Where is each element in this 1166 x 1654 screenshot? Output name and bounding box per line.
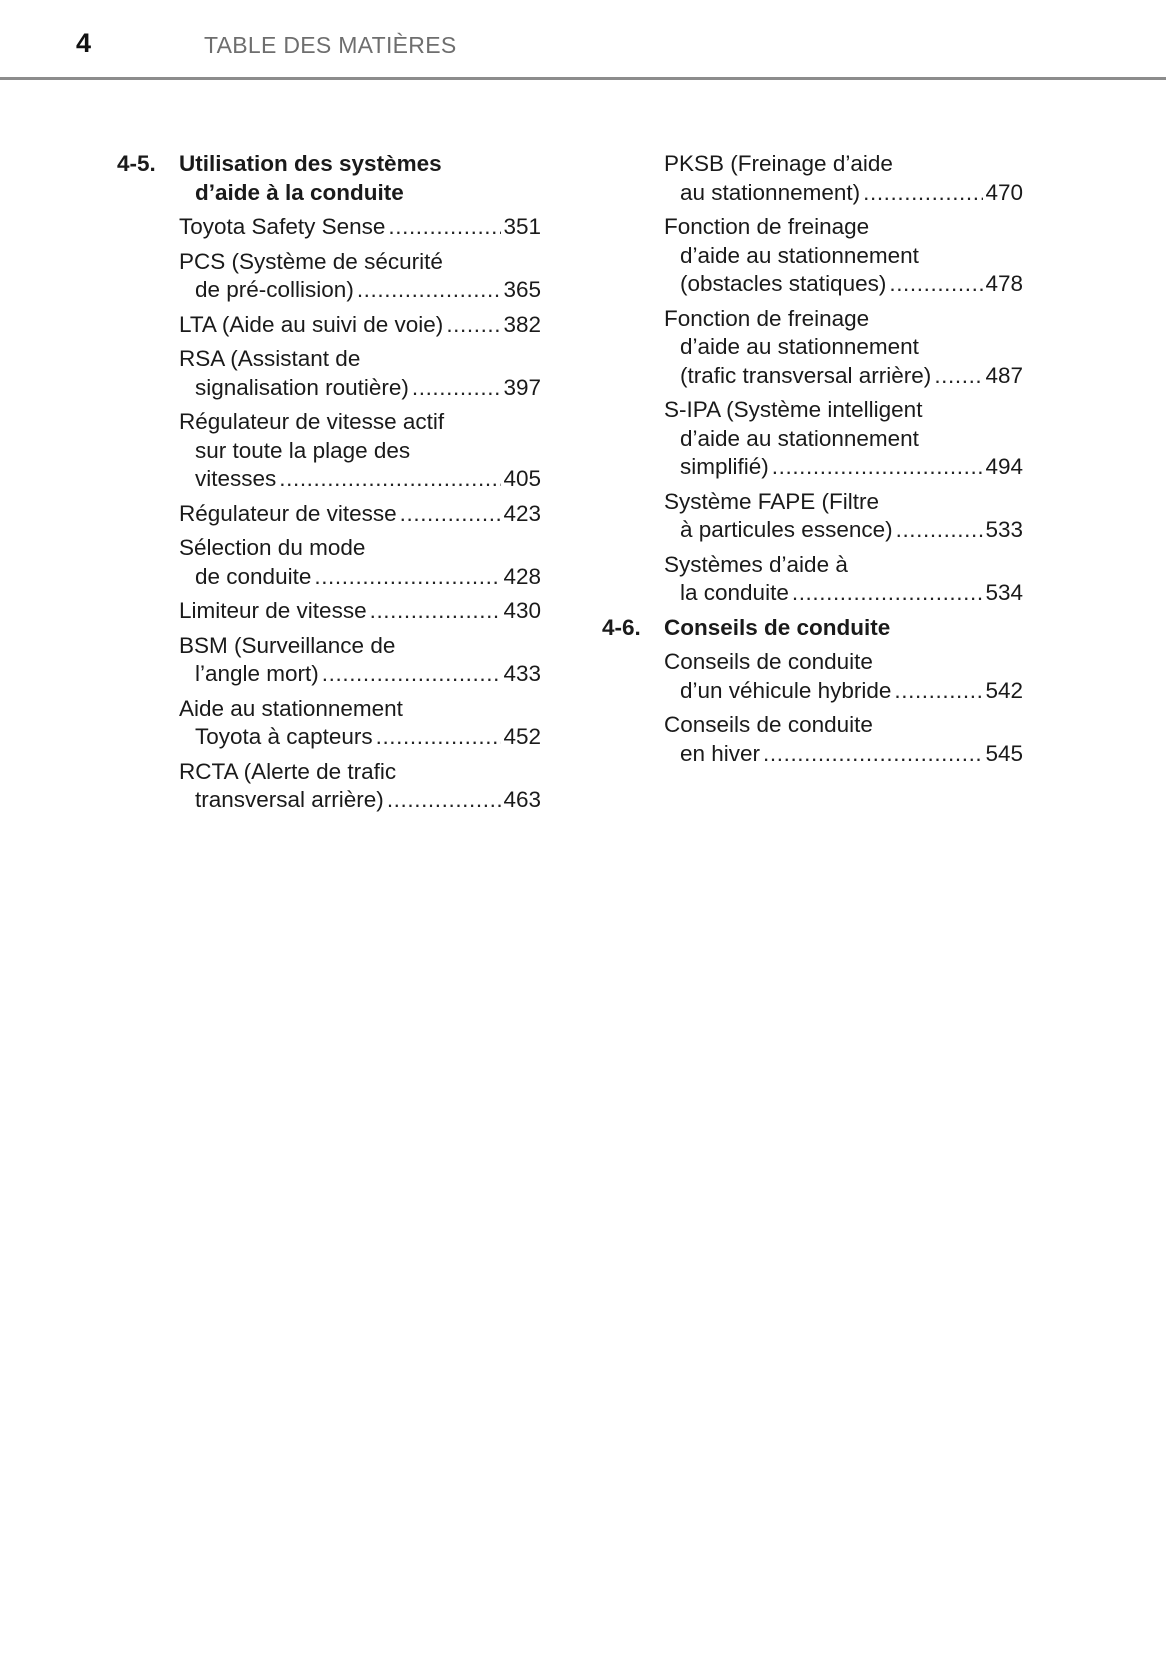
page-reference[interactable]: 430 xyxy=(503,598,541,623)
page-reference[interactable]: 397 xyxy=(503,374,541,400)
dot-leader xyxy=(763,740,983,769)
toc-entry-text: à particules essence) xyxy=(680,517,893,542)
toc-entry-last-line xyxy=(179,786,541,815)
toc-entry[interactable] xyxy=(664,488,1023,545)
section-heading-4-5 xyxy=(117,150,541,207)
toc-left-column xyxy=(117,150,541,821)
toc-entry[interactable] xyxy=(179,248,541,305)
toc-entry-last-line xyxy=(179,374,541,403)
toc-entry-last-line xyxy=(179,213,541,242)
toc-entry-last-line xyxy=(179,465,541,494)
toc-entry[interactable] xyxy=(179,597,541,626)
dot-leader xyxy=(370,597,502,626)
toc-entry-last-line xyxy=(664,362,1023,391)
toc-entry-last-line xyxy=(179,723,541,752)
dot-leader xyxy=(357,276,502,305)
page-reference[interactable]: 428 xyxy=(503,563,541,589)
toc-entry-text: Fonction de freinage xyxy=(664,214,870,239)
toc-entry-text: simplifié) xyxy=(680,454,769,479)
toc-entry[interactable] xyxy=(179,345,541,402)
toc-entry[interactable] xyxy=(179,311,541,340)
dot-leader xyxy=(863,179,983,208)
page-reference[interactable]: 494 xyxy=(985,454,1023,479)
toc-entry[interactable] xyxy=(664,396,1023,482)
toc-entry-text: RCTA (Alerte de trafic xyxy=(179,758,397,784)
toc-entry[interactable] xyxy=(179,500,541,529)
toc-entry-text: de pré-collision) xyxy=(195,277,354,302)
toc-entry-text: Régulateur de vitesse xyxy=(179,500,397,526)
section-heading-4-6 xyxy=(602,614,1023,643)
section-title xyxy=(664,614,1023,643)
toc-entry-text: Toyota Safety Sense xyxy=(179,214,386,239)
toc-entry-list xyxy=(602,150,1023,608)
toc-entry-text: sur toute la plage des xyxy=(195,437,411,463)
toc-entry[interactable] xyxy=(664,150,1023,207)
toc-entry[interactable] xyxy=(664,648,1023,705)
toc-entry-list xyxy=(602,648,1023,768)
running-title: TABLE DES MATIÈRES xyxy=(204,32,457,58)
toc-entry-last-line xyxy=(664,740,1023,769)
toc-entry-text: Aide au stationnement xyxy=(179,695,403,721)
toc-entry-text: Système FAPE (Filtre xyxy=(664,488,880,514)
section-number: 4-6. xyxy=(602,614,641,640)
toc-entry-last-line xyxy=(664,516,1023,545)
dot-leader xyxy=(772,453,984,482)
page-reference[interactable]: 487 xyxy=(985,362,1023,388)
page-reference[interactable]: 351 xyxy=(503,214,541,239)
toc-entry[interactable] xyxy=(179,408,541,494)
toc-entry-last-line xyxy=(664,677,1023,706)
page-reference[interactable]: 470 xyxy=(985,179,1023,205)
toc-entry-last-line xyxy=(179,311,541,340)
toc-entry-text: LTA (Aide au suivi de voie) xyxy=(179,311,444,337)
toc-entry-text: (trafic transversal arrière) xyxy=(680,362,932,388)
dot-leader xyxy=(446,311,501,340)
section-number: 4-5. xyxy=(117,151,156,176)
toc-entry-last-line xyxy=(664,453,1023,482)
toc-entry-last-line xyxy=(179,660,541,689)
page-reference[interactable]: 478 xyxy=(985,271,1023,296)
dot-leader xyxy=(400,500,502,529)
toc-entry-last-line xyxy=(179,563,541,592)
page-reference[interactable]: 365 xyxy=(503,277,541,302)
toc-entry-text: d’un véhicule hybride xyxy=(680,677,892,703)
toc-entry-last-line xyxy=(664,579,1023,608)
dot-leader xyxy=(412,374,502,403)
toc-entry-last-line xyxy=(664,179,1023,208)
toc-entry-last-line xyxy=(179,597,541,626)
toc-entry[interactable] xyxy=(664,213,1023,299)
toc-entry-list xyxy=(117,213,541,815)
dot-leader xyxy=(934,362,983,391)
page-reference[interactable]: 405 xyxy=(503,466,541,491)
toc-entry-text: l’angle mort) xyxy=(195,661,319,686)
toc-entry-text: Systèmes d’aide à xyxy=(664,551,848,577)
toc-entry-text: transversal arrière) xyxy=(195,787,384,812)
page-reference[interactable]: 452 xyxy=(503,724,541,749)
page-reference[interactable]: 423 xyxy=(503,500,541,526)
page-number: 4 xyxy=(76,28,92,58)
toc-entry[interactable] xyxy=(179,695,541,752)
page-reference[interactable]: 382 xyxy=(503,311,541,337)
toc-entry-text: PKSB (Freinage d’aide xyxy=(664,151,893,176)
page-reference[interactable]: 463 xyxy=(503,787,541,812)
dot-leader xyxy=(322,660,502,689)
toc-entry-last-line xyxy=(179,500,541,529)
page-reference[interactable]: 533 xyxy=(985,517,1023,542)
dot-leader xyxy=(376,723,502,752)
dot-leader xyxy=(894,677,983,706)
dot-leader xyxy=(889,270,983,299)
dot-leader xyxy=(388,213,501,242)
dot-leader xyxy=(896,516,984,545)
section-title-line: Utilisation des systèmes xyxy=(179,151,442,176)
toc-entry-text: d’aide au stationnement xyxy=(680,425,919,451)
toc-entry-text: Régulateur de vitesse actif xyxy=(179,409,445,434)
toc-entry-last-line xyxy=(664,270,1023,299)
toc-entry-text: d’aide au stationnement xyxy=(680,242,919,268)
toc-entry-text: Toyota à capteurs xyxy=(195,724,373,749)
toc-entry-text: Conseils de conduite xyxy=(664,712,873,737)
dot-leader xyxy=(387,786,502,815)
page-reference[interactable]: 433 xyxy=(503,661,541,686)
section-title-line: d’aide à la conduite xyxy=(195,179,404,205)
toc-entry-text: Sélection du mode xyxy=(179,535,366,560)
toc-entry[interactable] xyxy=(664,551,1023,608)
toc-entry-text: Limiteur de vitesse xyxy=(179,598,367,623)
page-reference[interactable]: 545 xyxy=(985,740,1023,766)
toc-entry-text: Fonction de freinage xyxy=(664,305,870,331)
toc-entry[interactable] xyxy=(179,534,541,591)
toc-entry[interactable] xyxy=(664,305,1023,391)
toc-entry-text: (obstacles statiques) xyxy=(680,271,887,296)
section-title-line: Conseils de conduite xyxy=(664,614,891,640)
toc-entry-text: signalisation routière) xyxy=(195,374,409,400)
toc-entry-text: RSA (Assistant de xyxy=(179,346,361,371)
header-rule xyxy=(0,77,1166,80)
toc-entry[interactable] xyxy=(664,711,1023,768)
toc-entry-last-line xyxy=(179,276,541,305)
dot-leader xyxy=(279,465,501,494)
dot-leader xyxy=(792,579,984,608)
toc-entry-text: Conseils de conduite xyxy=(664,649,873,674)
toc-entry-text: au stationnement) xyxy=(680,179,861,205)
toc-right-column xyxy=(602,150,1023,774)
toc-entry[interactable] xyxy=(179,758,541,815)
toc-entry-text: la conduite xyxy=(680,580,789,605)
section-title xyxy=(179,150,541,207)
toc-entry-text: de conduite xyxy=(195,563,312,589)
toc-entry[interactable] xyxy=(179,632,541,689)
toc-entry-text: en hiver xyxy=(680,740,761,766)
toc-entry-text: vitesses xyxy=(195,466,277,491)
toc-entry-text: S-IPA (Système intelligent xyxy=(664,397,923,422)
toc-entry-text: PCS (Système de sécurité xyxy=(179,248,443,274)
toc-entry[interactable] xyxy=(179,213,541,242)
toc-entry-text: d’aide au stationnement xyxy=(680,334,919,359)
page-reference[interactable]: 542 xyxy=(985,677,1023,703)
toc-entry-text: BSM (Surveillance de xyxy=(179,632,396,658)
dot-leader xyxy=(314,563,501,592)
page-reference[interactable]: 534 xyxy=(985,580,1023,605)
